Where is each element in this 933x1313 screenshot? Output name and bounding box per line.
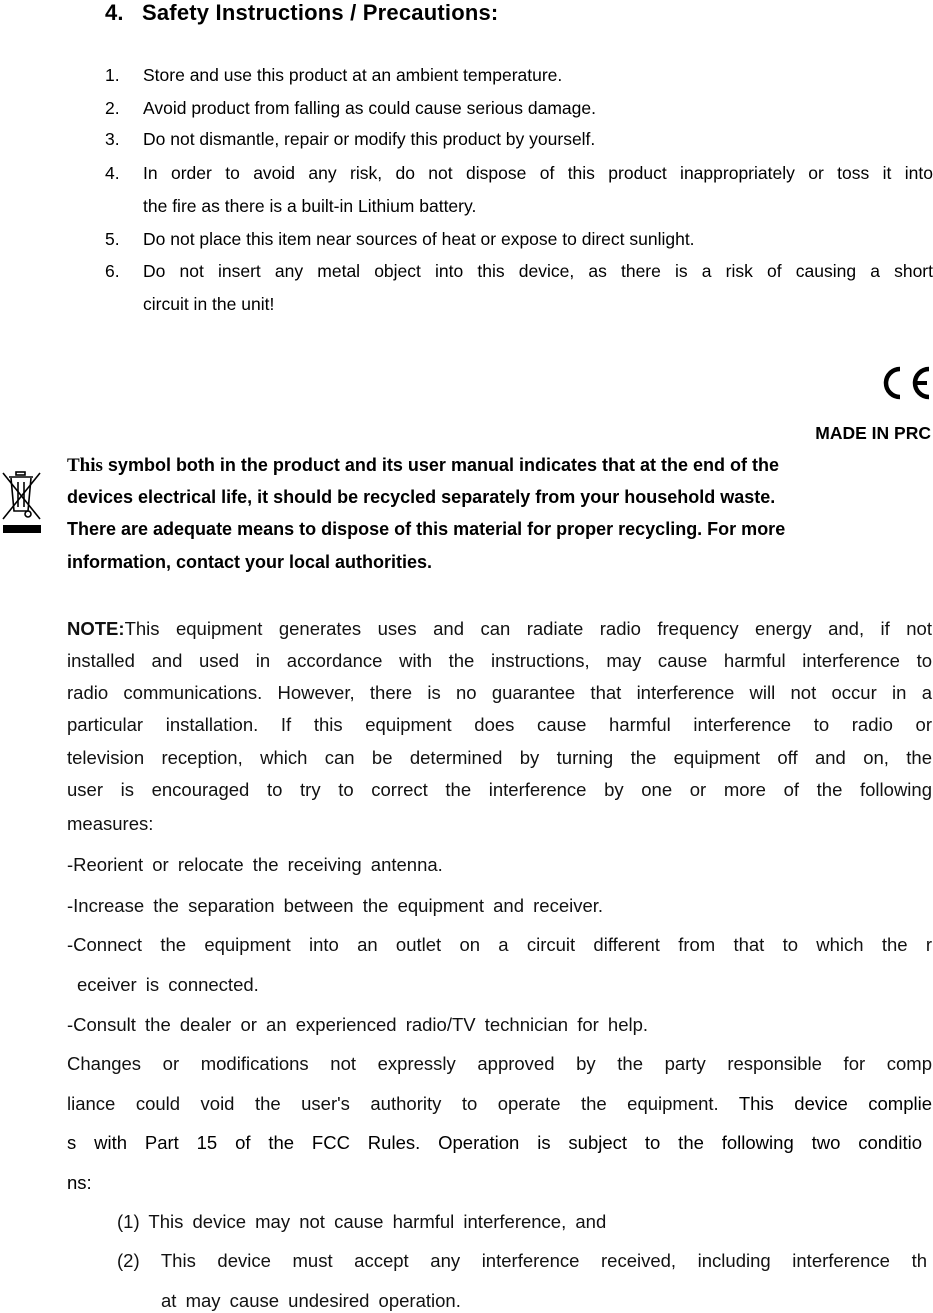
made-in-label: MADE IN PRC <box>815 423 931 443</box>
note-line-4: particular installation. If this equipment does cause harmful interference to radio or <box>67 714 932 735</box>
list-item-number: 6. <box>105 261 120 281</box>
list-item-number: 5. <box>105 229 120 249</box>
list-item-number: 4. <box>105 163 120 183</box>
fcc-compliance-text: This device complie <box>738 1093 932 1114</box>
note-line-3: radio communications. However, there is no guarantee that interference will not occur in a <box>67 682 932 703</box>
list-item-number: 2. <box>105 98 120 118</box>
section-number: 4. <box>105 0 124 25</box>
measure-2: -Increase the separation between the equipment and receiver. <box>67 895 604 916</box>
section-heading <box>105 0 498 26</box>
measure-3: -Connect the equipment into an outlet on a circuit different from that to which the r <box>67 934 932 955</box>
recycling-text: symbol both in the product and its user manual indicates that at the end of the <box>102 455 779 475</box>
recycling-line-4: information, contact your local authorities. <box>67 552 433 572</box>
note-line-6: user is encouraged to try to correct the interference by one or more of the following <box>67 779 932 800</box>
list-item-text: circuit in the unit! <box>143 294 275 314</box>
recycling-line-1 <box>67 455 779 477</box>
list-item-text: Do not insert any metal object into this device, as there is a risk of causing a short <box>143 261 933 281</box>
fcc-line-1: Changes or modifications not expressly approved by the party responsible for comp <box>67 1053 932 1074</box>
recycling-line-2: devices electrical life, it should be recycled separately from your household waste. <box>67 487 776 507</box>
list-item-number: 1. <box>105 65 120 85</box>
fcc-condition-1: (1) This device may not cause harmful interference, and <box>117 1211 607 1232</box>
section-title: Safety Instructions / Precautions: <box>142 0 499 25</box>
note-line-5: television reception, which can be determined by turning the equipment off and on, the <box>67 747 932 768</box>
fcc-text: liance could void the user's authority to operate the equipment. <box>67 1093 719 1114</box>
measure-1: -Reorient or relocate the receiving antenna. <box>67 854 443 875</box>
measure-4: -Consult the dealer or an experienced radio/TV technician for help. <box>67 1014 649 1035</box>
list-item-text: Avoid product from falling as could cause serious damage. <box>143 98 596 118</box>
list-item-text: Store and use this product at an ambient temperature. <box>143 65 563 85</box>
fcc-line-3: s with Part 15 of the FCC Rules. Operation is subject to the following two conditio <box>67 1132 922 1153</box>
list-item-text: the fire as there is a built-in Lithium battery. <box>143 196 477 216</box>
recycling-first-word: This <box>67 455 103 476</box>
note-line-2: installed and used in accordance with the instructions, may cause harmful interference to <box>67 650 932 671</box>
list-item-text: Do not dismantle, repair or modify this product by yourself. <box>143 129 596 149</box>
list-item-text: In order to avoid any risk, do not dispose of this product inappropriately or toss it into <box>143 163 933 183</box>
fcc-line-4: ns: <box>67 1172 92 1193</box>
note-line-7: measures: <box>67 813 154 834</box>
fcc-condition-2: (2) This device must accept any interference received, including interference th <box>117 1250 927 1271</box>
list-item-number: 3. <box>105 129 120 149</box>
note-line-1 <box>67 618 932 640</box>
recycling-line-3: There are adequate means to dispose of this material for proper recycling. For more <box>67 519 786 539</box>
measure-3-continuation: eceiver is connected. <box>77 974 259 995</box>
fcc-line-2 <box>67 1093 932 1115</box>
note-text: This equipment generates uses and can radiate radio frequency energy and, if not <box>124 618 932 639</box>
crossed-out-wheeled-bin-icon <box>0 469 44 542</box>
list-item-text: Do not place this item near sources of heat or expose to direct sunlight. <box>143 229 695 249</box>
fcc-condition-2-continuation: at may cause undesired operation. <box>161 1290 461 1311</box>
note-label: NOTE: <box>67 618 125 639</box>
ce-mark-icon <box>878 364 932 407</box>
